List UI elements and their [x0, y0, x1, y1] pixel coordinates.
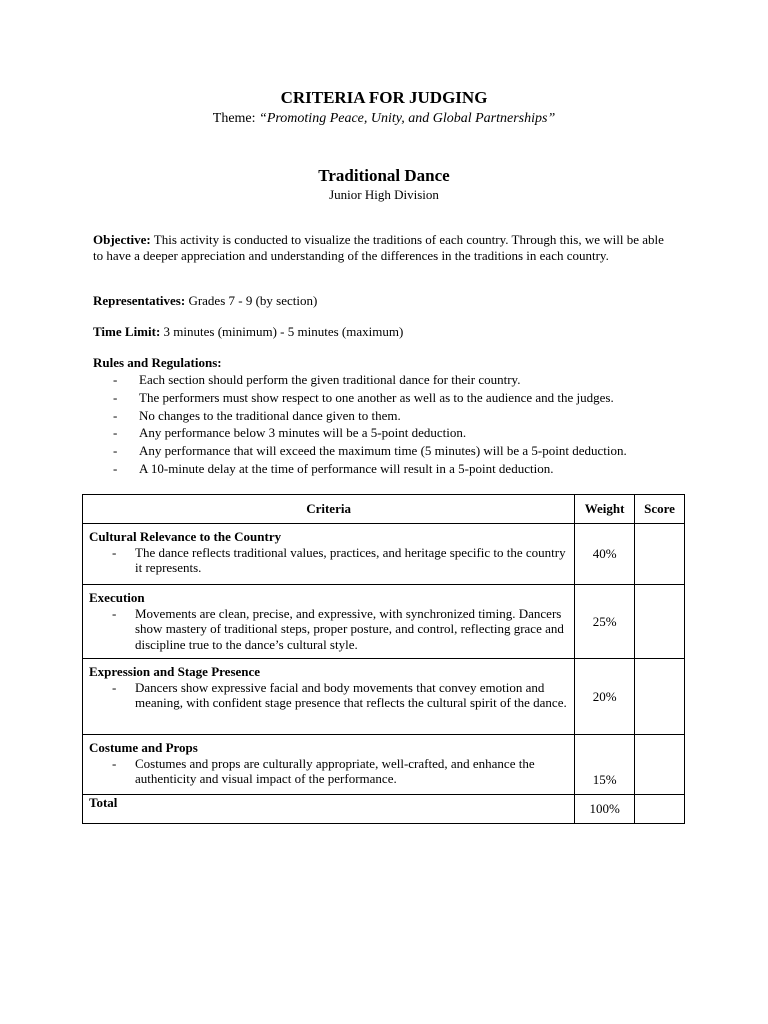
event-title: Traditional Dance — [318, 166, 450, 185]
criteria-description: - Costumes and props are culturally appropriate, well-crafted, and enhance the authenticity and visual impact of the performance. — [112, 755, 535, 786]
criteria-cell — [83, 735, 575, 795]
rule-text: Any performance that will exceed the maximum time (5 minutes) will be a 5-point deduction. — [139, 443, 627, 459]
total-row — [83, 795, 685, 824]
criteria-cell — [83, 585, 575, 659]
bullet-dash: - — [112, 605, 117, 621]
time-limit-line — [93, 324, 677, 340]
rule-item — [113, 407, 713, 425]
criteria-description: - The dance reflects traditional values, practices, and heritage specific to the country it represents. — [112, 544, 566, 575]
weight-cell: 20% — [575, 659, 635, 735]
theme-line — [0, 111, 768, 127]
header-weight: Weight — [575, 495, 635, 524]
objective-paragraph — [93, 232, 677, 263]
score-cell[interactable] — [635, 735, 685, 795]
objective-label: Objective: — [93, 232, 151, 247]
rule-text: Each section should perform the given traditional dance for their country. — [139, 372, 521, 387]
total-label-cell: Total — [83, 795, 575, 824]
criteria-category: Execution — [89, 590, 145, 605]
bullet-dash: - — [112, 679, 117, 695]
bullet-dash: - — [113, 389, 118, 405]
time-limit-text: 3 minutes (minimum) - 5 minutes (maximum) — [160, 324, 404, 339]
total-weight-cell: 100% — [575, 795, 635, 824]
criteria-table — [82, 494, 685, 824]
rule-item — [113, 460, 713, 478]
rule-item — [113, 371, 713, 389]
table-row — [83, 735, 685, 795]
rule-item — [113, 424, 713, 442]
criteria-category: Expression and Stage Presence — [89, 664, 261, 679]
rule-text: No changes to the traditional dance given to them. — [139, 407, 401, 423]
rules-heading: Rules and Regulations: — [93, 355, 222, 370]
representatives-line — [93, 293, 677, 309]
representatives-text: Grades 7 - 9 (by section) — [185, 293, 318, 308]
criteria-category: Cultural Relevance to the Country — [89, 529, 282, 544]
weight-cell: 25% — [575, 585, 635, 659]
time-limit-label: Time Limit: — [93, 324, 161, 339]
rule-text: Any performance below 3 minutes will be a 5-point deduction. — [139, 425, 467, 441]
criteria-cell — [83, 659, 575, 735]
table-row — [83, 524, 685, 585]
rules-list — [113, 371, 713, 478]
rule-text: The performers must show respect to one another as well as to the audience and the judges. — [139, 389, 614, 405]
rule-item — [113, 442, 713, 460]
bullet-dash: - — [113, 460, 118, 476]
table-header-row — [83, 495, 685, 524]
theme-value: “Promoting Peace, Unity, and Global Partnerships” — [259, 111, 556, 126]
score-cell[interactable] — [635, 524, 685, 585]
bullet-dash: - — [112, 755, 117, 771]
table-row — [83, 585, 685, 659]
score-cell[interactable] — [635, 659, 685, 735]
document-title: CRITERIA FOR JUDGING — [280, 88, 488, 107]
division-label: Junior High Division — [329, 187, 439, 202]
score-cell[interactable] — [635, 585, 685, 659]
weight-cell: 40% — [575, 524, 635, 585]
bullet-dash: - — [113, 407, 118, 423]
theme-label: Theme: — [212, 111, 260, 126]
table-row — [83, 659, 685, 735]
criteria-description: - Dancers show expressive facial and body movements that convey emotion and meaning, with confident stage presence that reflects the cultural spirit of the dance. — [112, 679, 567, 710]
bullet-dash: - — [112, 544, 117, 560]
objective-text: This activity is conducted to visualize the traditions of each country. Through this, we will be able to have a deeper appreciation and understanding of the differences in the traditions in each country. — [93, 232, 664, 263]
total-score-cell[interactable] — [635, 795, 685, 824]
representatives-label: Representatives: — [93, 293, 186, 308]
criteria-cell — [83, 524, 575, 585]
criteria-description: - Movements are clean, precise, and expressive, with synchronized timing. Dancers show mastery of traditional steps, proper posture, and control, reflecting grace and discipline true to the dance’s cultural style. — [112, 605, 564, 652]
criteria-category: Costume and Props — [89, 740, 198, 755]
weight-cell: 15% — [575, 735, 635, 795]
bullet-dash: - — [113, 443, 118, 459]
rule-item — [113, 389, 713, 407]
header-criteria: Criteria — [83, 495, 575, 524]
bullet-dash: - — [113, 372, 118, 387]
header-score: Score — [635, 495, 685, 524]
rule-text: A 10-minute delay at the time of performance will result in a 5-point deduction. — [139, 460, 554, 476]
bullet-dash: - — [113, 425, 118, 441]
